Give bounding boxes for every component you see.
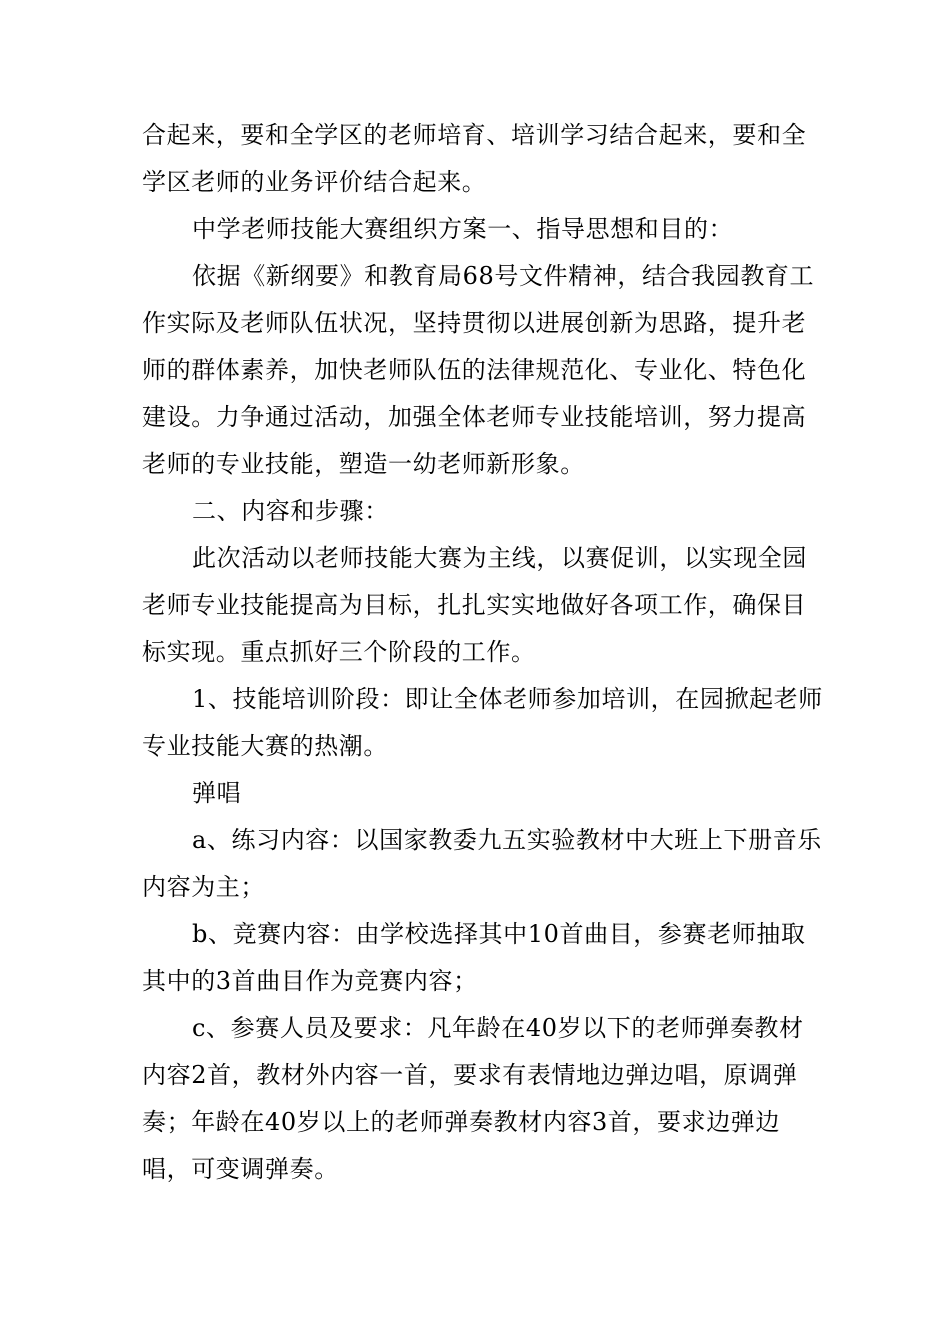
text-line: 依据《新纲要》和教育局68号文件精神，结合我园教育工 <box>192 262 815 290</box>
text-line: 其中的3首曲目作为竞赛内容； <box>142 967 478 995</box>
text-line: 1、技能培训阶段：即让全体老师参加培训，在园掀起老师 <box>192 685 823 713</box>
text-line: 老师专业技能提高为目标，扎扎实实地做好各项工作，确保目 <box>142 591 807 619</box>
text-line: 专业技能大赛的热潮。 <box>142 732 388 760</box>
text-line: c、参赛人员及要求：凡年龄在40岁以下的老师弹奏教材 <box>192 1014 804 1042</box>
text-line: 师的群体素养，加快老师队伍的法律规范化、专业化、特色化 <box>142 356 807 384</box>
text-line: 学区老师的业务评价结合起来。 <box>142 168 487 196</box>
text-line: 建设。力争通过活动，加强全体老师专业技能培训，努力提高 <box>142 403 807 431</box>
text-line: 唱，可变调弹奏。 <box>142 1155 339 1183</box>
text-line: 作实际及老师队伍状况，坚持贯彻以进展创新为思路，提升老 <box>142 309 807 337</box>
text-line: 此次活动以老师技能大赛为主线，以赛促训，以实现全园 <box>192 544 807 572</box>
text-line: 内容2首，教材外内容一首，要求有表情地边弹边唱，原调弹 <box>142 1061 798 1089</box>
document-body <box>142 112 826 1193</box>
text-line: 奏；年龄在40岁以上的老师弹奏教材内容3首，要求边弹边 <box>142 1108 781 1136</box>
text-line: 老师的专业技能，塑造一幼老师新形象。 <box>142 450 585 478</box>
text-line: 内容为主； <box>142 873 265 901</box>
section-heading: 中学老师技能大赛组织方案一、指导思想和目的： <box>192 215 734 243</box>
text-line: b、竞赛内容：由学校选择其中10首曲目，参赛老师抽取 <box>192 920 806 948</box>
text-line: 标实现。重点抓好三个阶段的工作。 <box>142 638 536 666</box>
text-line: a、练习内容：以国家教委九五实验教材中大班上下册音乐 <box>192 826 822 854</box>
section-heading: 二、内容和步骤： <box>192 497 389 525</box>
subsection-heading: 弹唱 <box>192 779 242 807</box>
text-line: 合起来，要和全学区的老师培育、培训学习结合起来，要和全 <box>142 121 807 149</box>
